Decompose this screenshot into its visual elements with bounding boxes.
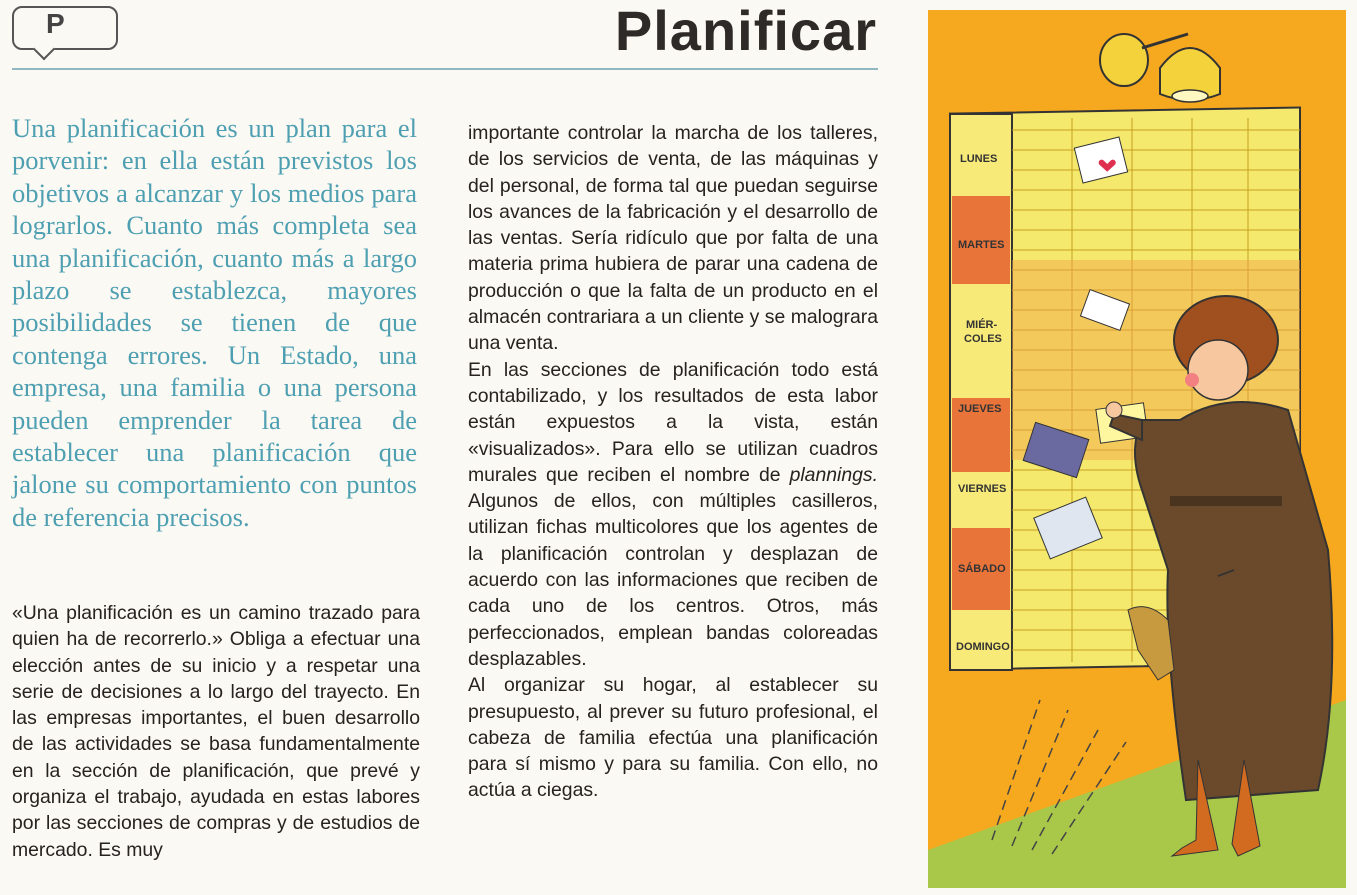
day-label-martes: MARTES xyxy=(958,239,1005,251)
page-title: Planificar xyxy=(614,0,877,62)
planning-board-illustration xyxy=(928,10,1346,888)
day-label-domingo: DOMINGO xyxy=(956,641,1010,653)
body-column-2 xyxy=(468,120,878,804)
body-paragraph: Al organizar su hogar, al establecer su presupuesto, al prever su futuro profesional, el cabeza de familia efectúa una planificación para sí mismo y para su familia. Con ello, no actúa a ciegas. xyxy=(468,674,878,802)
day-label-jueves: JUEVES xyxy=(958,403,1002,415)
day-label-sabado: SÁBADO xyxy=(958,563,1006,575)
body-paragraph: «Una planificación es un camino trazado para quien ha de recorrerlo.» Obliga a efectuar una elección antes de su inicio y a respetar una serie de decisiones a lo largo del trayecto. En las empresas importantes, el buen desarrollo de las actividades se basa fundamentalmente en la sección de planificación, que prevé y organiza el trabajo, ayudada en estas labores por las secciones de compras y de estudios de mercado. Es muy xyxy=(12,602,420,861)
day-label-miercoles-2: COLES xyxy=(964,333,1002,345)
section-letter: P xyxy=(46,8,65,39)
day-label-miercoles-1: MIÉR- xyxy=(966,319,998,331)
intro-paragraph: Una planificación es un plan para el porvenir: en ella están previstos los objetivos a alcanzar y los medios para lograrlos. Cuanto más completa sea una planificación, cuanto más a largo plazo se establezca, mayores posibilidades se tienen de que contenga errores. Un Estado, una empresa, una familia o una persona pueden emprender la tarea de establecer una planificación que jalone su comportamiento con puntos de referencia precisos. xyxy=(12,113,417,532)
day-label-lunes: LUNES xyxy=(960,153,998,165)
title-rule xyxy=(12,68,878,70)
plannings-term: plannings. xyxy=(789,463,878,486)
body-paragraph: En las secciones de planificación todo está contabilizado, y los resultados de esta labor están expuestos a la vista, están «visualizados». Para ello se utilizan cuadros murales que reciben el nombre de plannings. Algunos de ellos, con múltiples casilleros, utilizan fichas multicolores que los agentes de la planificación controlan y desplazan de acuerdo con las informaciones que reciben de cada uno de los centros. Otros, más perfeccionados, emplean bandas coloreadas desplazables. xyxy=(468,358,878,670)
day-label-viernes: VIERNES xyxy=(958,483,1007,495)
body-paragraph: importante controlar la marcha de los talleres, de los servicios de venta, de las máquinas y del personal, de forma tal que puedan seguirse los avances de la fabricación y el desarrollo de las ventas. Sería ridículo que por falta de una materia prima hubiera de parar una cadena de producción o que la falta de un producto en el almacén contrariara a un cliente y se malograra una venta. xyxy=(468,122,878,355)
section-tab-badge xyxy=(12,6,118,50)
body-column-1 xyxy=(12,600,420,863)
